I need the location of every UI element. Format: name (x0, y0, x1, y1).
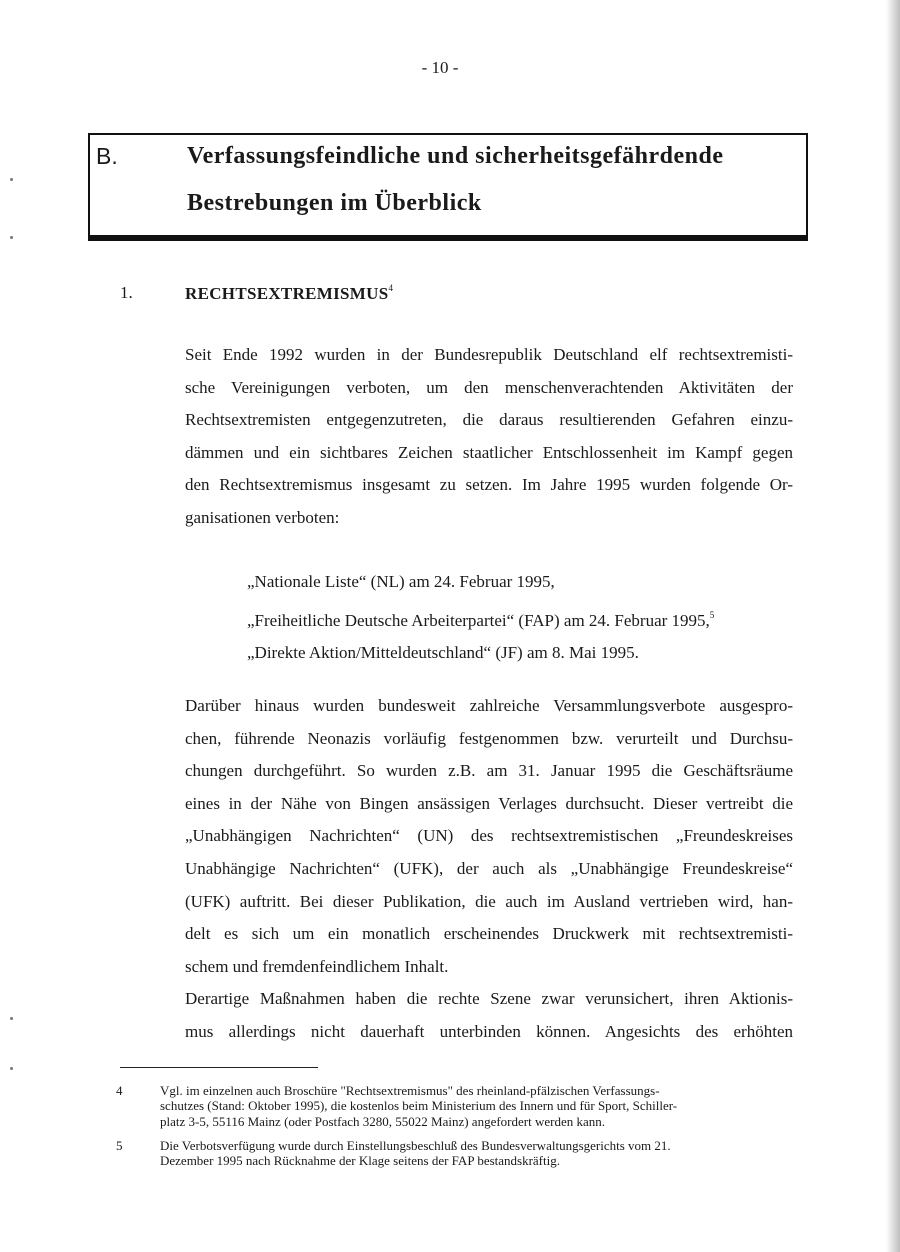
footnote-divider (120, 1067, 318, 1068)
text-line: Unabhängige Nachrichten“ (UFK), der auch als „Unabhängige Freundeskreise“ (185, 858, 793, 878)
chapter-heading-box (88, 133, 808, 237)
list-item-text: „Freiheitliche Deutsche Arbeiterpartei“ (FAP) am 24. Februar 1995, (247, 610, 710, 630)
text-line: eines in der Nähe von Bingen ansässigen Verlages durchsucht. Dieser vertreibt die (185, 793, 793, 813)
text-line: sche Vereinigungen verboten, um den menschenverachtenden Aktivitäten der (185, 377, 793, 397)
text-line: den Rechtsextremismus insgesamt zu setzen. Im Jahre 1995 wurden folgende Or- (185, 475, 793, 495)
scan-speck (10, 178, 13, 181)
text-line: delt es sich um ein monatlich erscheinendes Druckwerk mit rechtsextremisti- (185, 924, 793, 944)
text-line: (UFK) auftritt. Bei dieser Publikation, die auch im Ausland vertrieben wird, han- (185, 891, 793, 911)
text-line: chen, führende Neonazis vorläufig festgenommen bzw. verurteilt und Durchsu- (185, 728, 793, 748)
footnote-4 (160, 1083, 800, 1129)
scan-speck (10, 236, 13, 239)
footnote-5 (160, 1138, 800, 1169)
scan-speck (10, 1067, 13, 1070)
footnote-line: schutzes (Stand: Oktober 1995), die kostenlos beim Ministerium des Innern und für Sport, Schiller- (160, 1098, 678, 1114)
text-line: ganisationen verboten: (185, 507, 340, 527)
list-item-text: „Nationale Liste“ (NL) am 24. Februar 1995, (247, 572, 555, 591)
list-item (247, 566, 714, 599)
text-line: mus allerdings nicht dauerhaft unterbinden können. Angesichts des erhöhten (185, 1021, 793, 1041)
paragraph-measures (185, 690, 793, 1049)
list-item-text: „Direkte Aktion/Mitteldeutschland“ (JF) am 8. Mai 1995. (247, 643, 639, 663)
text-line: dämmen und ein sichtbares Zeichen staatlicher Entschlossenheit im Kampf gegen (185, 442, 793, 462)
list-item (247, 637, 714, 670)
text-line: Derartige Maßnahmen haben die rechte Szene zwar verunsichert, ihren Aktionis- (185, 989, 793, 1009)
chapter-title-line-1: Verfassungsfeindliche und sicherheitsgefährdende (187, 143, 724, 169)
footnote-number: 5 (116, 1138, 123, 1153)
paragraph-intro (185, 339, 793, 535)
section-title (185, 283, 393, 304)
footnote-line: Vgl. im einzelnen auch Broschüre "Rechtsextremismus" des rheinland-pfälzischen Verfassungs- (160, 1083, 660, 1098)
text-line: chungen durchgeführt. So wurden z.B. am 31. Januar 1995 die Geschäftsräume (185, 761, 793, 781)
footnote-line: Dezember 1995 nach Rücknahme der Klage seitens der FAP bestandskräftig. (160, 1153, 560, 1169)
scan-speck (10, 1017, 13, 1020)
banned-organizations-list (247, 566, 714, 670)
text-line: Seit Ende 1992 wurden in der Bundesrepublik Deutschland elf rechtsextremisti- (185, 345, 793, 364)
footnote-ref-4: 4 (388, 283, 394, 293)
list-item (247, 599, 714, 638)
section-number: 1. (120, 283, 133, 302)
text-line: „Unabhängigen Nachrichten“ (UN) des rechtsextremistischen „Freundeskreises (185, 826, 793, 846)
footnote-ref-5: 5 (709, 609, 715, 620)
chapter-title-line-2: Bestrebungen im Überblick (187, 190, 482, 216)
footnote-line: platz 3-5, 55116 Mainz (oder Postfach 3280, 55022 Mainz) angefordert werden kann. (160, 1113, 605, 1129)
footnote-line: Die Verbotsverfügung wurde durch Einstellungsbeschluß des Bundesverwaltungsgerichts vom 21. (160, 1138, 671, 1153)
text-line: Darüber hinaus wurden bundesweit zahlreiche Versammlungsverbote ausgespro- (185, 696, 793, 715)
page-number: - 10 - (421, 58, 459, 77)
chapter-letter: B. (96, 143, 118, 169)
text-line: schem und fremdenfeindlichem Inhalt. (185, 956, 449, 976)
footnote-number: 4 (116, 1083, 123, 1098)
page-edge-shadow (886, 0, 900, 1252)
text-line: Rechtsextremisten entgegenzutreten, die daraus resultierenden Gefahren einzu- (185, 410, 793, 430)
section-title-text: RECHTSEXTREMISMUS (185, 284, 389, 303)
